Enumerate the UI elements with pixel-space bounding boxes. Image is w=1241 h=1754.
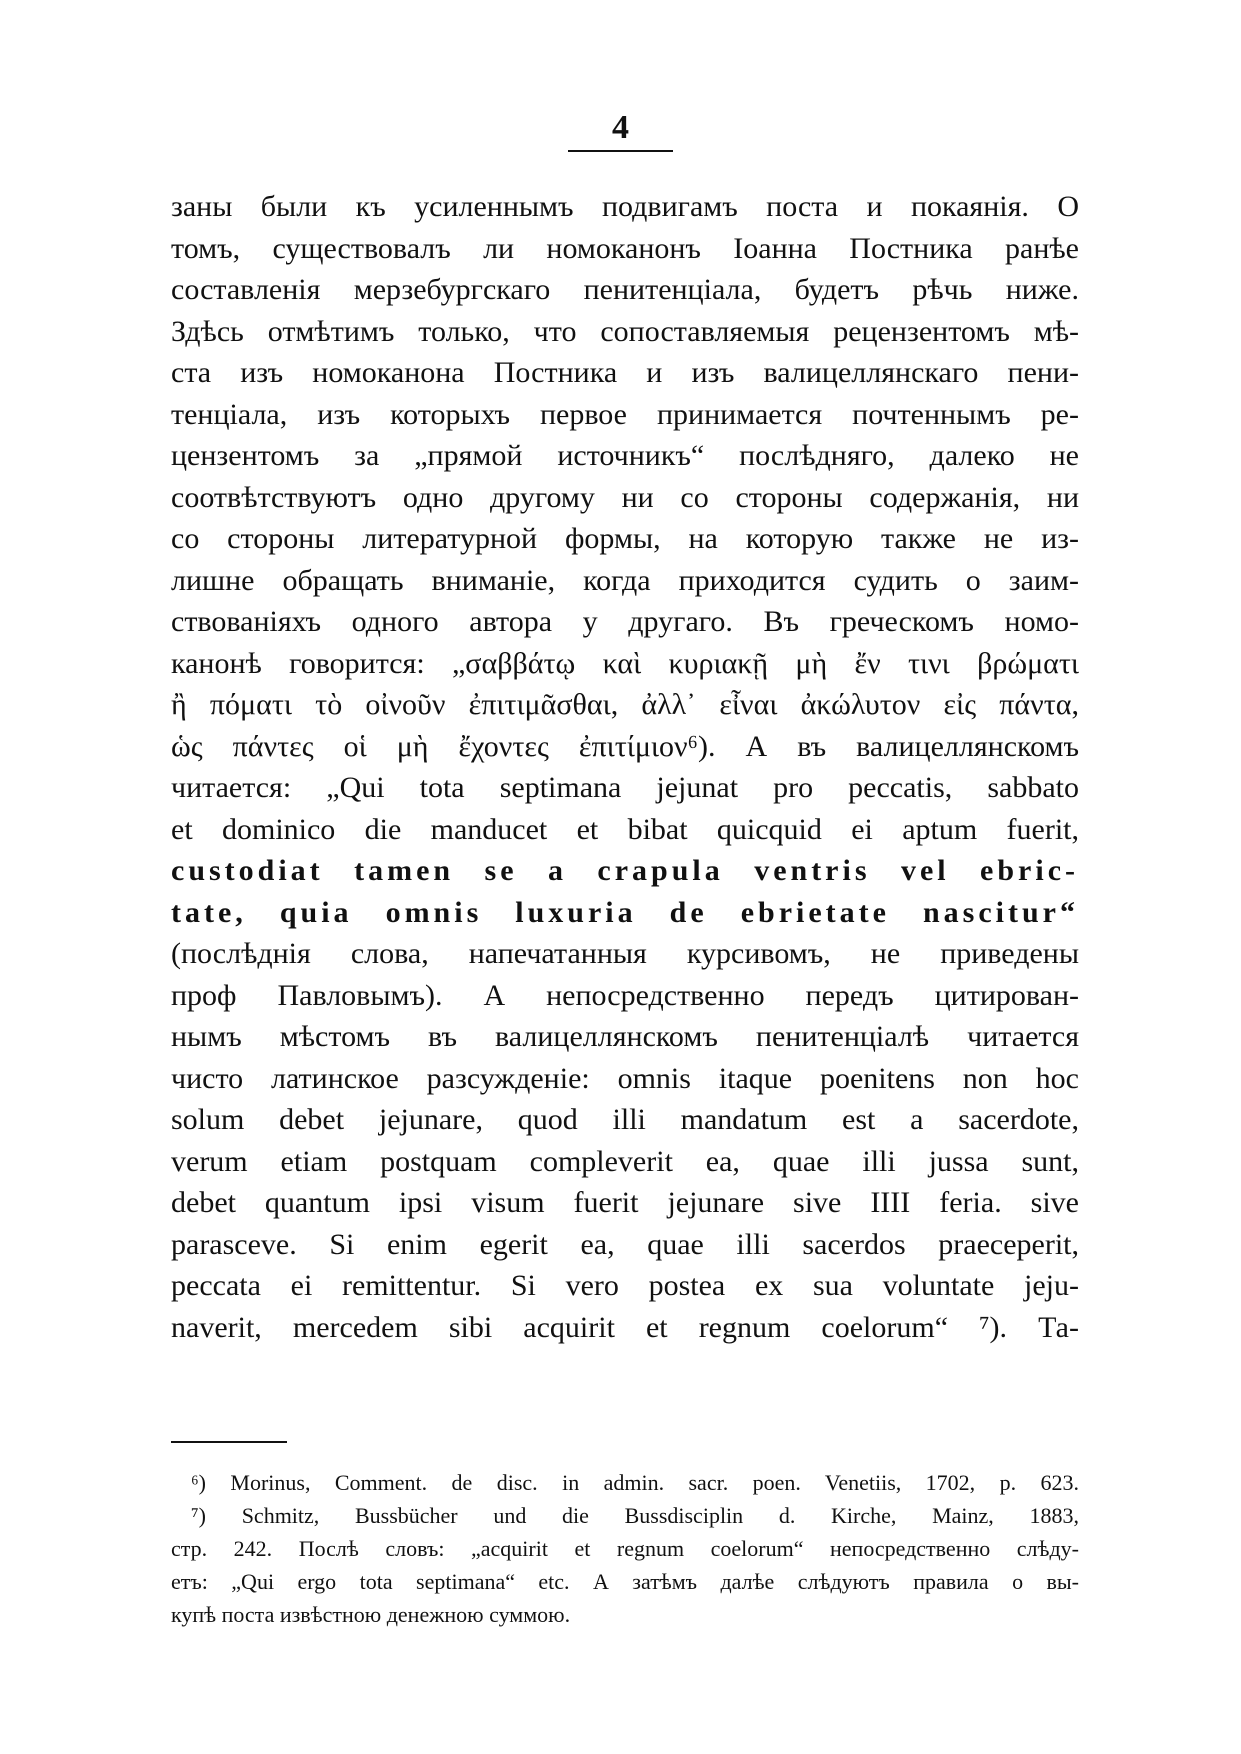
text-line: нымъ мѣстомъ въ валицеллянскомъ пенитенціалѣ читается [171,1020,1079,1053]
footnote-7-continuation: етъ: „Qui ergo tota septimana“ etc. А затѣмъ далѣе слѣдуютъ правила о вы- [171,1569,1079,1594]
text-line: Здѣсь отмѣтимъ только, что сопоставляемыя рецензентомъ мѣ- [171,314,1079,348]
latin-quote-line: peccata ei remittentur. Si vero postea ex sua voluntate jeju- [171,1269,1079,1302]
footnote-6: ⁶) Morinus, Comment. de disc. in admin. sacr. poen. Venetiis, 1702, p. 623. [191,1470,1079,1495]
text-line: со стороны литературной формы, на которую также не из- [171,522,1079,555]
text-line: лишне обращать вниманіе, когда приходится судить о заим- [171,563,1079,597]
greek-quote-line: ὡς πάντες οἱ μὴ ἔχοντες ἐπιτίμιον⁶). А въ валицеллянскомъ [171,729,1079,763]
latin-quote-line: naverit, mercedem sibi acquirit et regnum coelorum“ ⁷). Та- [171,1310,1079,1344]
latin-quote-line-emphasized: tate, quia omnis luxuria de ebrietate nascitur“ [171,895,1079,929]
text-line: цензентомъ за „прямой источникъ“ послѣдняго, далеко не [171,439,1079,472]
greek-quote-line: ἢ πόματι τὸ οἰνοῦν ἐπιτιμᾶσθαι, ἀλλ᾽ εἶναι ἀκώλυτον εἰς πάντα, [171,688,1079,721]
latin-quote-line: читается: „Qui tota septimana jejunat pro peccatis, sabbato [171,771,1079,804]
footnote-7-continuation: купѣ поста извѣстною денежною суммою. [171,1602,571,1627]
latin-quote-line: verum etiam postquam compleverit ea, quae illi jussa sunt, [171,1144,1079,1178]
text-line: (послѣднія слова, напечатанныя курсивомъ, не приведены [171,937,1079,970]
text-line: составленія мерзебургскаго пенитенціала, будетъ рѣчь ниже. [171,273,1079,306]
latin-quote-line: solum debet jejunare, quod illi mandatum est a sacerdote, [171,1103,1079,1136]
page-number: 4 [568,108,673,152]
text-line: заны были къ усиленнымъ подвигамъ поста и покаянія. О [171,190,1079,223]
footnote-7: ⁷) Schmitz, Bussbücher und die Bussdisciplin d. Kirche, Mainz, 1883, [191,1503,1079,1528]
greek-quote-line: канонѣ говорится: „σαββάτῳ καὶ κυριακῇ μὴ ἔν τινι βρώματι [171,646,1079,680]
text-line: соотвѣтствуютъ одно другому ни со стороны содержанія, ни [171,480,1079,514]
text-line: томъ, существовалъ ли номоканонъ Іоанна Постника ранѣе [171,231,1079,265]
latin-quote-line: debet quantum ipsi visum fuerit jejunare sive IIII feria. sive [171,1186,1079,1219]
text-line: тенціала, изъ которыхъ первое принимается почтеннымъ ре- [171,397,1079,431]
latin-quote-line: parasceve. Si enim egerit ea, quae illi sacerdos praeceperit, [171,1227,1079,1261]
body-text [171,186,1079,1348]
text-line: чисто латинское разсужденіе: omnis itaque poenitens non hoc [171,1061,1079,1095]
footnote-7-continuation: стр. 242. Послѣ словъ: „acquirit et regnum coelorum“ непосредственно слѣду- [171,1536,1079,1561]
latin-quote-line-emphasized: custodiat tamen se a crapula ventris vel ebric- [171,854,1079,887]
text-line: ствованіяхъ одного автора у другаго. Въ греческомъ номо- [171,605,1079,638]
text-line: ста изъ номоканона Постника и изъ валицеллянскаго пени- [171,356,1079,389]
latin-quote-line: et dominico die manducet et bibat quicquid ei aptum fuerit, [171,812,1079,846]
footnotes [171,1466,1079,1631]
footnote-divider [171,1441,287,1443]
text-line: проф Павловымъ). А непосредственно передъ цитирован- [171,978,1079,1012]
page-header [0,108,1241,152]
